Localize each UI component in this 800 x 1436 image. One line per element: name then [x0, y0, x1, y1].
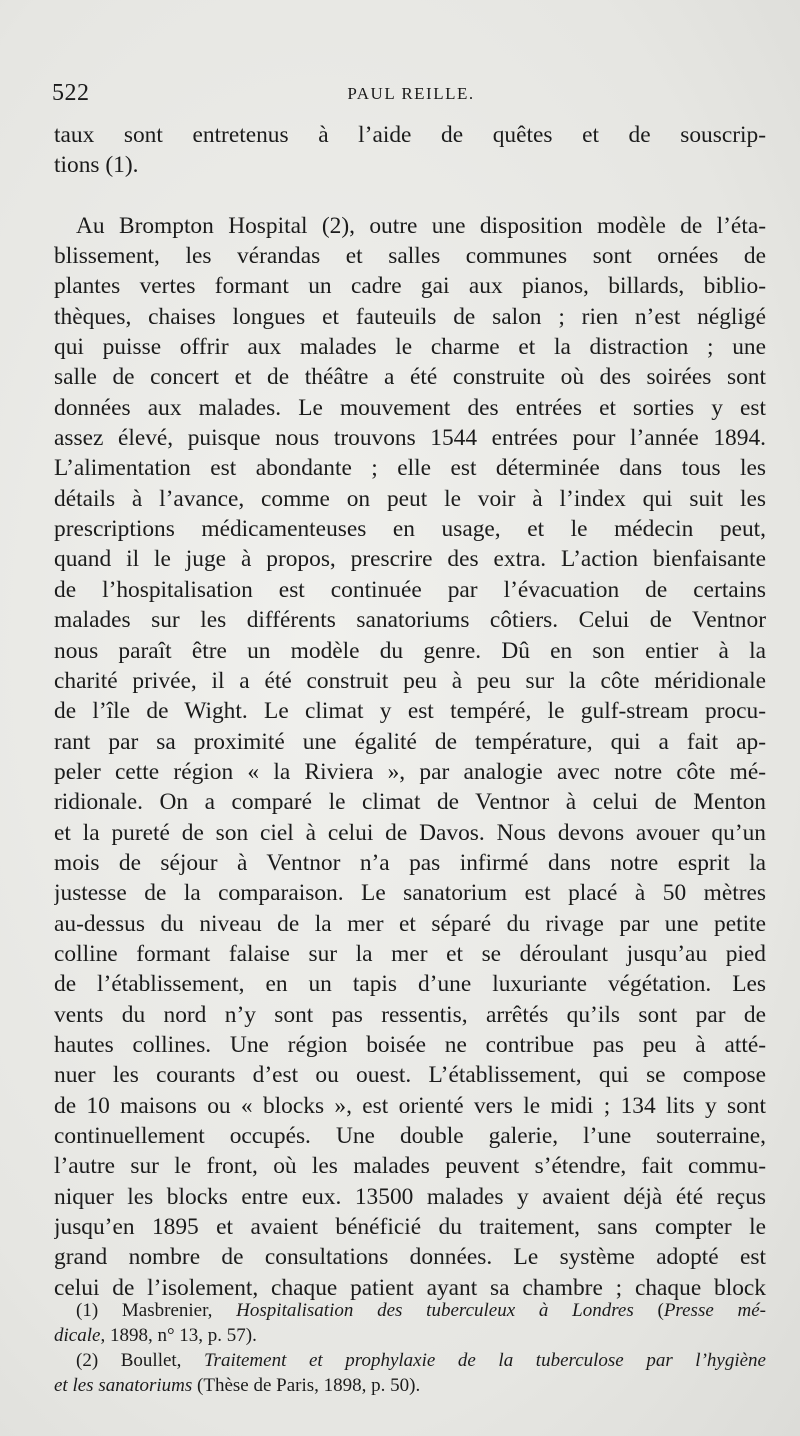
footnote-text: , 1898, n° 13, p. 57).: [100, 1325, 257, 1346]
footnote-text: Hospitalisation des tuberculeux à Londres: [236, 1300, 634, 1321]
text-line: ridionale. On a comparé le climat de Ventnor à celui de Menton: [54, 789, 766, 816]
footnote-text: (1) Masbrenier,: [76, 1300, 237, 1321]
text-line: L’alimentation est abondante ; elle est déterminée dans tous les: [54, 455, 766, 482]
page-number: 522: [52, 80, 90, 106]
body-text: [54, 120, 766, 1303]
footnote-line: [54, 1348, 766, 1373]
text-line: hautes collines. Une région boisée ne contribue pas peu à atté-: [54, 1031, 766, 1058]
text-line: taux sont entretenus à l’aide de quêtes et de souscrip-: [54, 122, 766, 148]
text-line: mois de séjour à Ventnor n’a pas infirmé dans notre esprit la: [54, 849, 766, 876]
text-line: celui de l’isolement, chaque patient ayant sa chambre ; chaque block: [54, 1274, 766, 1301]
footnote-line: [54, 1298, 766, 1323]
text-line: grand nombre de consultations données. Le système adopté est: [54, 1244, 766, 1271]
text-line: blissement, les vérandas et salles communes sont ornées de: [54, 243, 766, 270]
text-line: colline formant falaise sur la mer et se déroulant jusqu’au pied: [54, 940, 766, 967]
text-line: charité privée, il a été construit peu à peu sur la côte méridionale: [54, 667, 766, 694]
text-line: données aux malades. Le mouvement des entrées et sorties y est: [54, 394, 766, 421]
text-line: de l’île de Wight. Le climat y est tempéré, le gulf-stream procu-: [54, 698, 766, 725]
text-line: nous paraît être un modèle du genre. Dû en son entier à la: [54, 637, 766, 664]
text-line: de l’hospitalisation est continuée par l’évacuation de certains: [54, 576, 766, 603]
footnote-text: dicale: [54, 1325, 101, 1346]
text-line: malades sur les différents sanatoriums côtiers. Celui de Ventnor: [54, 607, 766, 634]
text-line: Au Brompton Hospital (2), outre une disposition modèle de l’éta-: [76, 212, 766, 239]
footnote-text: et les sanatoriums: [54, 1375, 193, 1396]
text-line: vents du nord n’y sont pas ressentis, arrêtés qu’ils sont par de: [54, 1001, 766, 1028]
footnote-line: [54, 1373, 766, 1398]
text-line: prescriptions médicamenteuses en usage, et le médecin peut,: [54, 516, 766, 543]
text-line: et la pureté de son ciel à celui de Davos. Nous devons avouer qu’un: [54, 819, 766, 846]
footnote-text: Presse mé-: [663, 1300, 766, 1321]
text-line: au-dessus du niveau de la mer et séparé du rivage par une petite: [54, 910, 766, 937]
footnote-text: (Thèse de Paris, 1898, p. 50).: [192, 1375, 421, 1396]
footnote-text: (2) Boullet,: [76, 1350, 205, 1371]
text-line: thèques, chaises longues et fauteuils de salon ; rien n’est négligé: [54, 303, 766, 330]
text-line: quand il le juge à propos, prescrire des extra. L’action bienfaisante: [54, 546, 766, 573]
running-head: PAUL REILLE.: [347, 84, 475, 103]
text-line: qui puisse offrir aux malades le charme et la distraction ; une: [54, 334, 766, 361]
text-line: tions (1).: [54, 152, 139, 179]
text-line: assez élevé, puisque nous trouvons 1544 entrées pour l’année 1894.: [54, 425, 766, 452]
footnote-text: (: [633, 1300, 664, 1321]
text-line: salle de concert et de théâtre a été construite où des soirées sont: [54, 364, 766, 391]
text-line: rant par sa proximité une égalité de température, qui a fait ap-: [54, 728, 766, 755]
footnote-line: [54, 1323, 766, 1348]
page-header: [52, 80, 770, 110]
text-line: peler cette région « la Riviera », par analogie avec notre côte mé-: [54, 758, 766, 785]
text-line: continuellement occupés. Une double galerie, l’une souterraine,: [54, 1123, 766, 1149]
footnotes: [54, 1298, 766, 1398]
text-line: de 10 maisons ou « blocks », est orienté vers le midi ; 134 lits y sont: [54, 1092, 766, 1119]
text-line: justesse de la comparaison. Le sanatorium est placé à 50 mètres: [54, 880, 766, 907]
text-line: de l’établissement, en un tapis d’une luxuriante végétation. Les: [54, 971, 766, 998]
text-line: niquer les blocks entre eux. 13500 malades y avaient déjà été reçus: [54, 1183, 766, 1210]
text-line: plantes vertes formant un cadre gai aux pianos, billards, biblio-: [54, 273, 766, 300]
text-line: nuer les courants d’est ou ouest. L’établissement, qui se compose: [54, 1062, 766, 1089]
text-line: l’autre sur le front, où les malades peuvent s’étendre, fait commu-: [54, 1153, 766, 1180]
text-line: jusqu’en 1895 et avaient bénéficié du traitement, sans compter le: [54, 1214, 766, 1241]
text-line: détails à l’avance, comme on peut le voir à l’index qui suit les: [54, 485, 766, 512]
paragraph-gap: [54, 181, 766, 211]
footnote-text: Traitement et prophylaxie de la tuberculose par l’hygiène: [204, 1350, 766, 1371]
